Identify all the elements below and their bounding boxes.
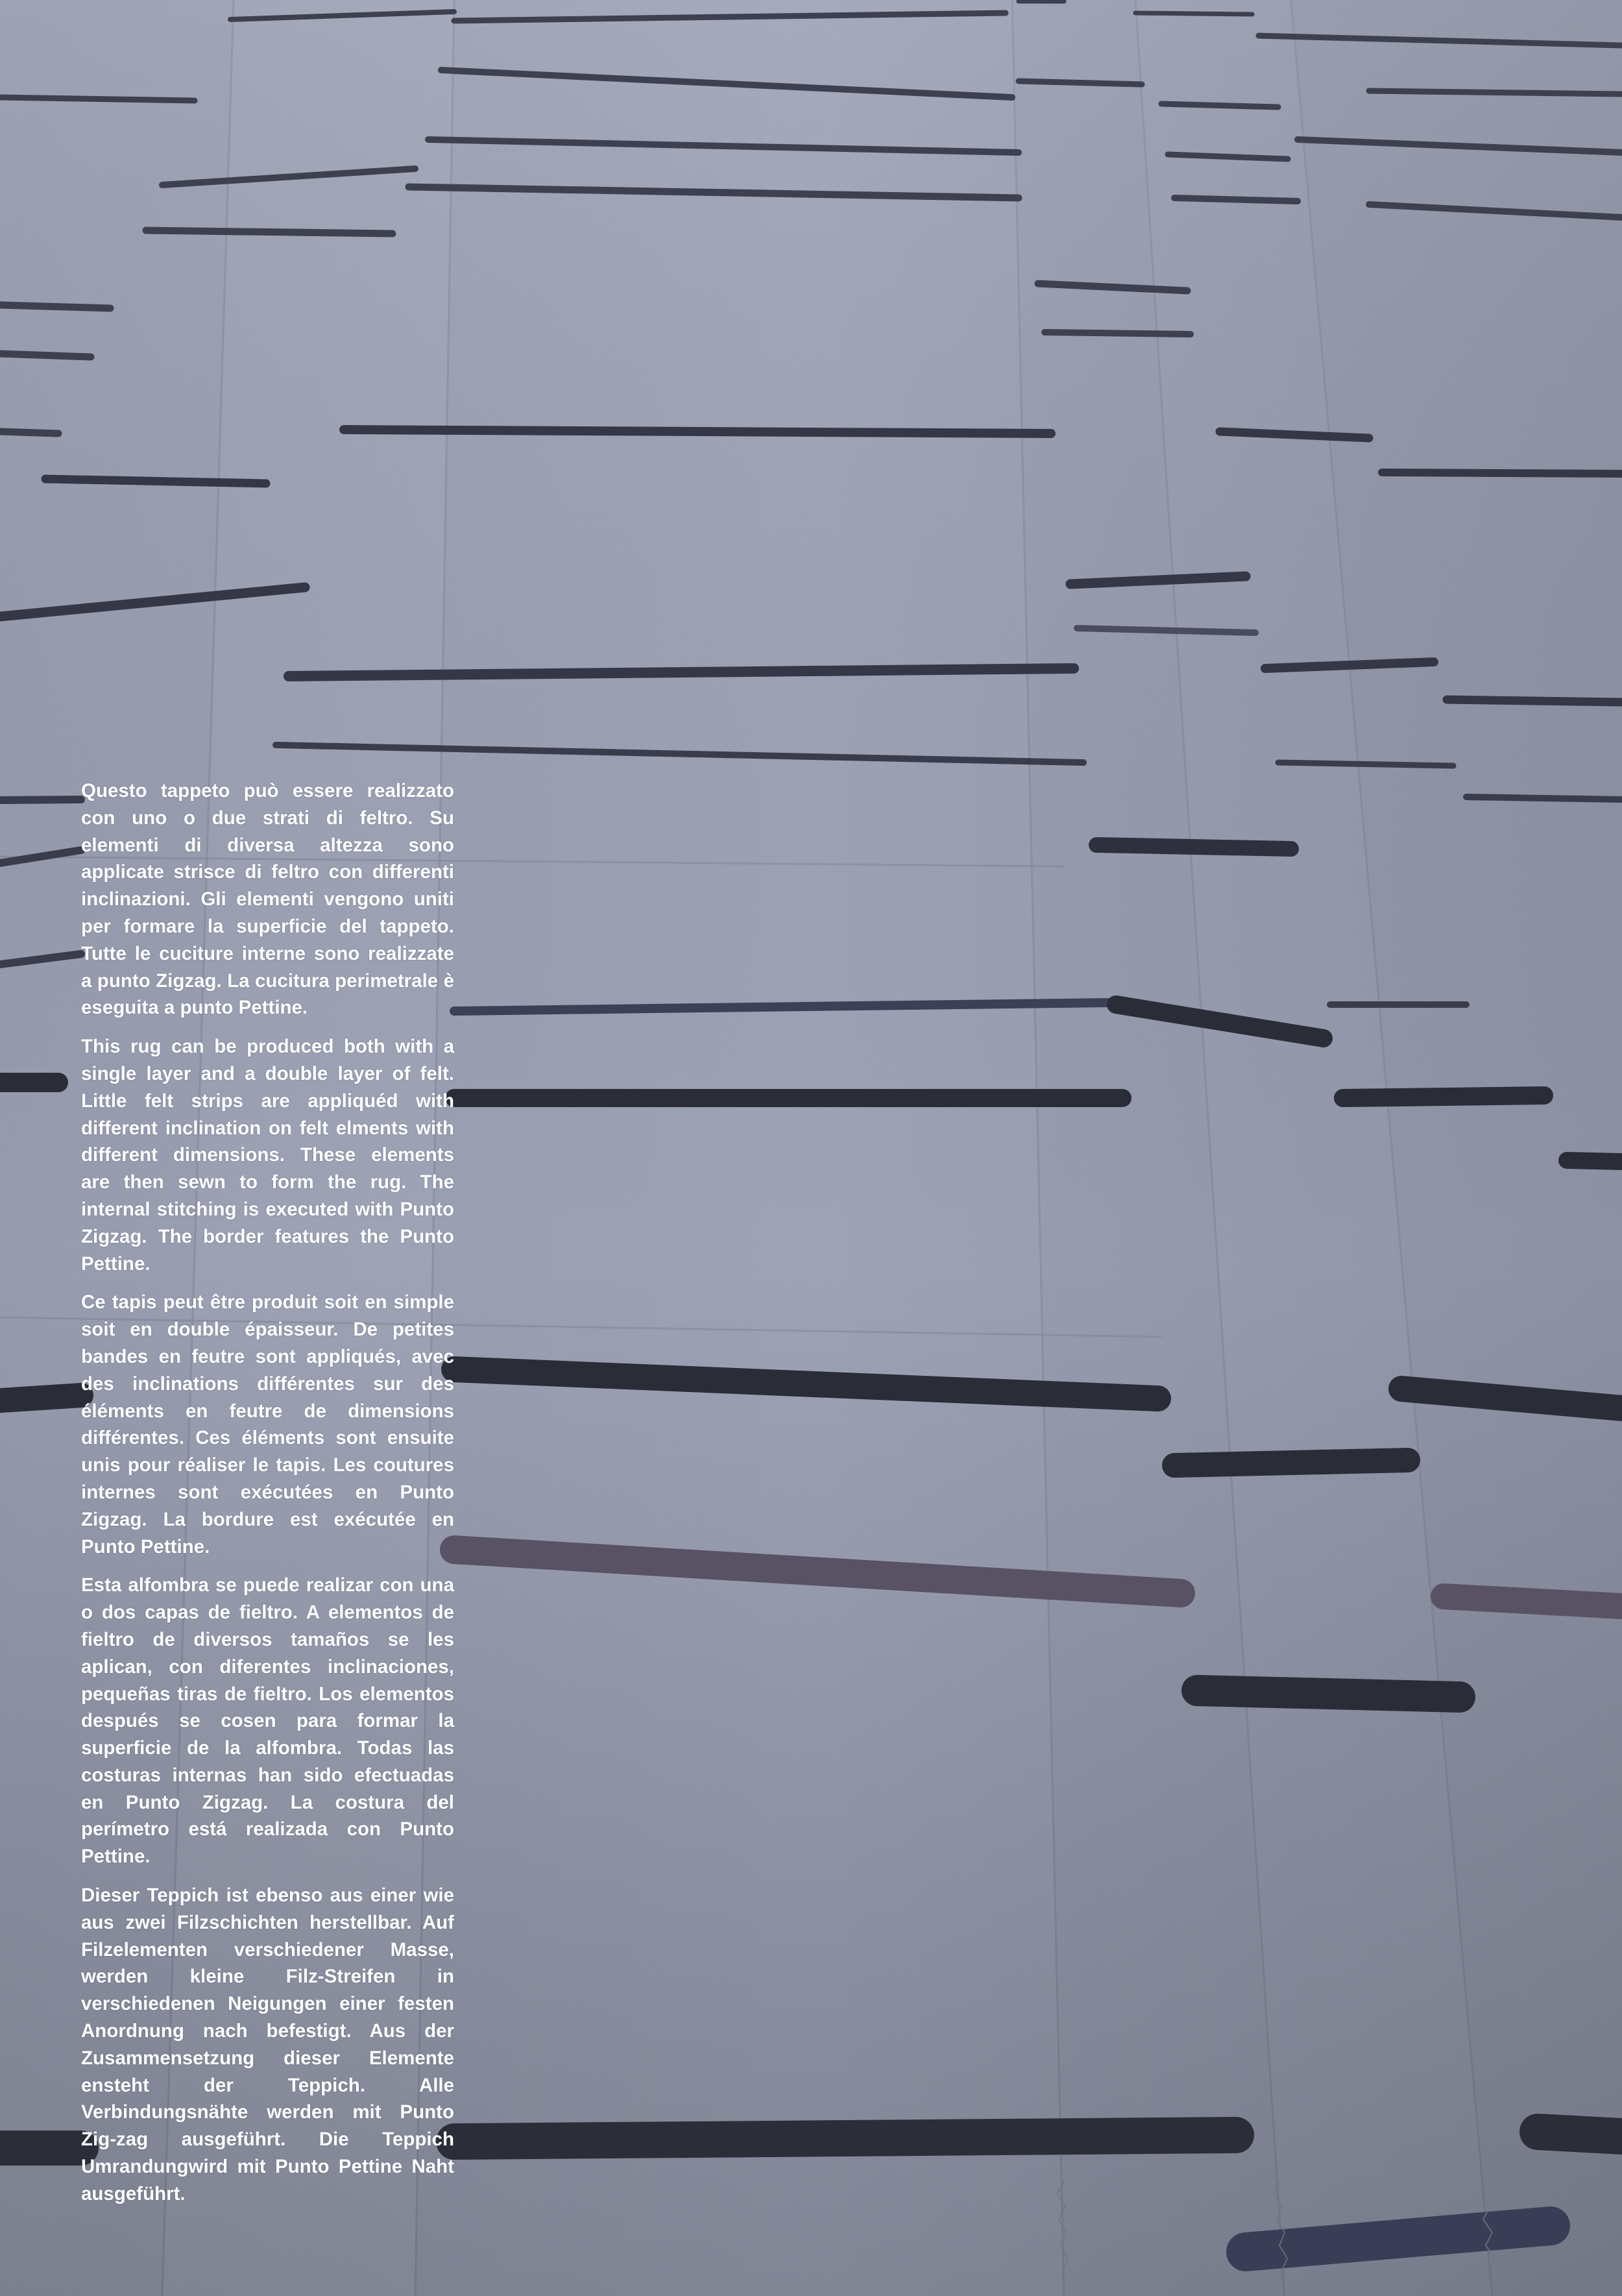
multilingual-description bbox=[81, 777, 454, 2219]
description-spanish: Esta alfombra se puede realizar con una o dos capas de fieltro. A elementos de fieltro de diversos tamaños se les aplican, con diferentes inclinaciones, pequeñas tiras de fieltro. Los elementos después se cosen para formar la superficie de la alfombra. Todas las costuras internas han sido efectuadas en Punto Zigzag. La costura del perímetro está realizada con Punto Pettine. bbox=[81, 1574, 454, 1868]
description-german: Dieser Teppich ist ebenso aus einer wie aus zwei Filzschichten herstellbar. Auf Filzelementen verschiedener Masse, werden kleine Filz-Streifen in verschiedenen Neigungen einer festen Anordnung nach befestigt. Aus der Zusammensetzung dieser Elemente ensteht der Teppich. Alle Verbindungsnähte werden mit Punto Zig-zag ausgeführt. Die Teppich Umrandungwird mit Punto Pettine Naht ausgeführt. bbox=[81, 1885, 454, 2204]
description-french: Ce tapis peut être produit soit en simple soit en double épaisseur. De petites bandes en feutre sont appliqués, avec des inclinations différentes sur des éléments en feutre de dimensions différentes. Ces éléments sont ensuite unis pour réaliser le tapis. Les coutures internes sont exécutées en Punto Zigzag. La bordure est exécutée en Punto Pettine. bbox=[81, 1291, 454, 1557]
description-english: This rug can be produced both with a single layer and a double layer of felt. Little felt strips are appliquéd with different inclination on felt elments with different dimensions. These elements are then sewn to form the rug. The internal stitching is executed with Punto Zigzag. The border features the Punto Pettine. bbox=[81, 1036, 454, 1275]
description-italian: Questo tappeto può essere realizzato con uno o due strati di feltro. Su elementi di diversa altezza sono applicate strisce di feltro con differenti inclinazioni. Gli elementi vengono uniti per formare la superficie del tappeto. Tutte le cuciture interne sono realizzate a punto Zigzag. La cucitura perimetrale è eseguita a punto Pettine. bbox=[81, 780, 454, 1019]
